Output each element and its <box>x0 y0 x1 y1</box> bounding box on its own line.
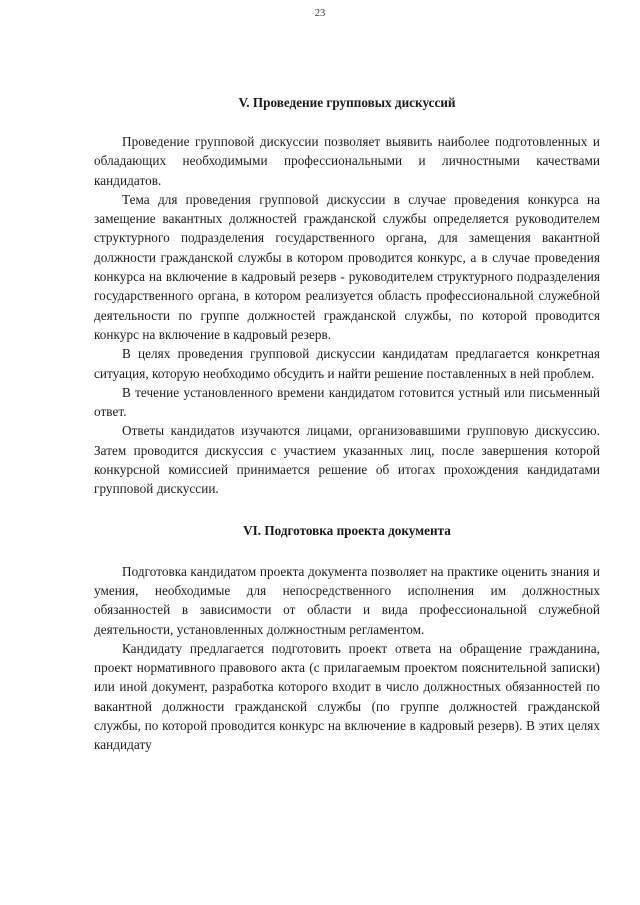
section-v-paragraph-4: В течение установленного времени кандидатом готовится устный или письменный ответ. <box>94 384 600 420</box>
page-number: 23 <box>314 8 326 19</box>
section-v-paragraph-3: В целях проведения групповой дискуссии кандидатам предлагается конкретная ситуация, которую необходимо обсудить и найти решение поставленных в ней проблем. <box>94 346 600 381</box>
section-vi-heading-wrap <box>94 521 600 541</box>
section-vi-paragraph-2: Кандидату предлагается подготовить проект ответа на обращение гражданина, проект нормативного правового акта (с прилагаемым проектом пояснительной записки) или иной документ, разработка которого входит в число должностных обязанностей по вакантной должности гражданской службы (по группе должностей гражданской службы, по которой проводится конкурс на включение в кадровый резерв). В этих целях кандидату <box>94 640 600 753</box>
section-v-paragraph-2: Тема для проведения групповой дискуссии в случае проведения конкурса на замещение вакантных должностей гражданской службы определяется руководителем структурного подразделения государственного органа, для замещения вакантной должности гражданской службы в котором проводится конкурс, а в случае проведения конкурса на включение в кадровый резерв - руководителем структурного подразделения государственного органа, в котором реализуется область профессиональной служебной деятельности по группе должностей гражданской службы, по которой проводится конкурс на включение в кадровый резерв. <box>94 191 600 342</box>
section-v-heading: V. Проведение групповых дискуссий <box>238 95 456 110</box>
page-content <box>94 93 600 755</box>
section-vi-paragraph-1: Подготовка кандидатом проекта документа позволяет на практике оценить знания и умения, необходимые для непосредственного исполнения им должностных обязанностей в зависимости от области и вида профессиональной служебной деятельности, установленных должностным регламентом. <box>94 563 600 637</box>
section-v-paragraph-5: Ответы кандидатов изучаются лицами, организовавшими групповую дискуссию. Затем проводится дискуссия с участием указанных лиц, после завершения которой конкурсной комиссией принимается решение об итогах прохождения кандидатами групповой дискуссии. <box>94 423 600 497</box>
section-v-paragraph-1: Проведение групповой дискуссии позволяет выявить наиболее подготовленных и обладающих необходимыми профессиональными и личностными качествами кандидатов. <box>94 134 600 188</box>
section-v-heading-wrap <box>94 93 600 113</box>
section-vi-heading: VI. Подготовка проекта документа <box>243 522 451 538</box>
